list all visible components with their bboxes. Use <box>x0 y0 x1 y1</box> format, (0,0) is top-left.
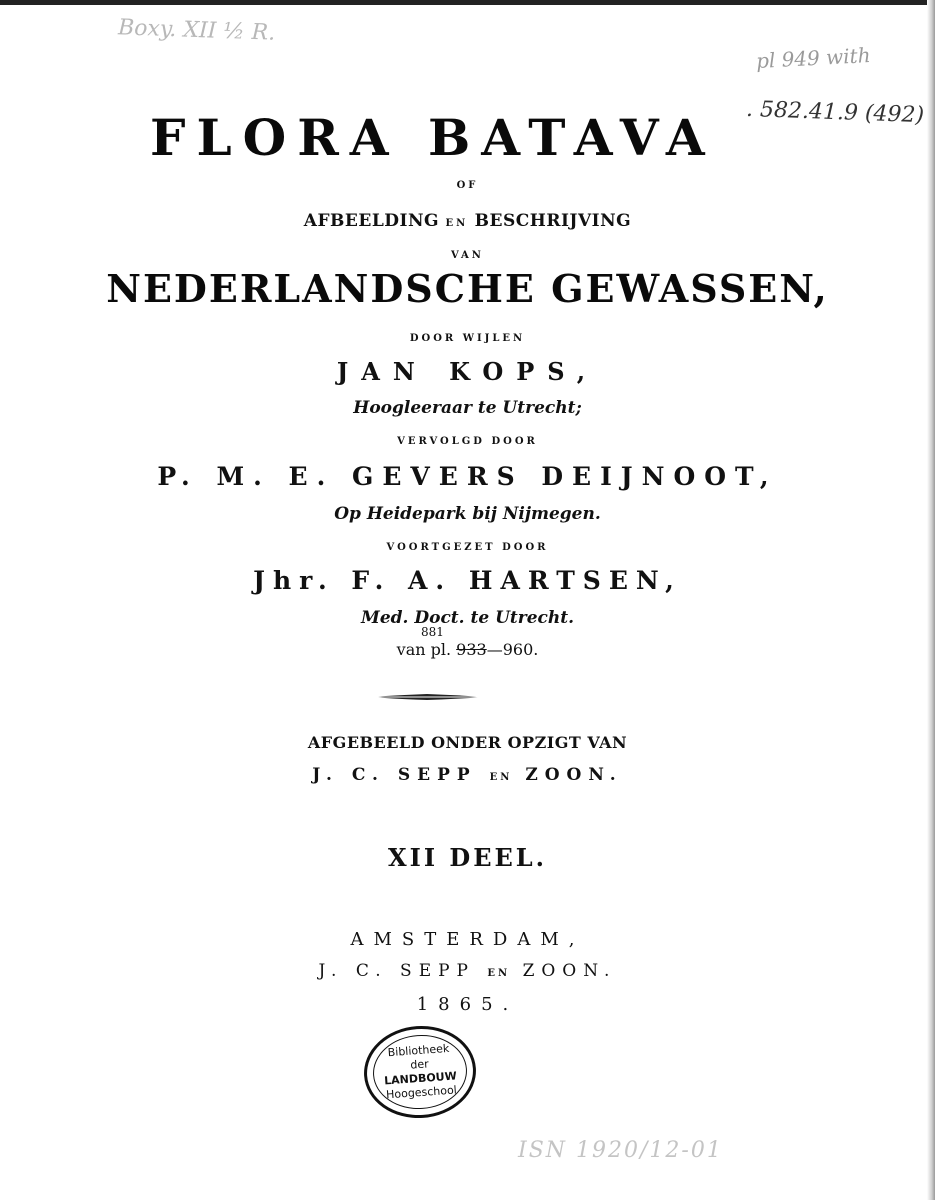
van-label: VAN <box>451 250 484 261</box>
engraver-en: EN <box>489 772 513 783</box>
plate-range-prefix: van pl. <box>396 640 452 659</box>
engraver-part1: J. C. SEPP <box>312 765 477 785</box>
library-stamp <box>361 1022 479 1122</box>
ornament-rule <box>370 693 485 701</box>
subtitle-en: EN <box>445 218 469 229</box>
volume-label: XII DEEL. <box>387 843 548 872</box>
year: 1865. <box>416 994 519 1015</box>
publisher-part2: ZOON. <box>522 961 617 981</box>
author-kops-role: Hoogleeraar te Utrecht; <box>353 398 582 418</box>
author-gevers-deijnoot-role: Op Heidepark bij Nijmegen. <box>334 504 601 524</box>
engraved-line: AFGEBEELD ONDER OPZIGT VAN <box>307 733 628 752</box>
subtitle <box>0 211 935 231</box>
vervolgd-door-label: VERVOLGD DOOR <box>397 436 538 447</box>
handwritten-note-top-right-2: . 582.41.9 (492) <box>745 96 925 129</box>
engraver-part2: ZOON. <box>525 765 623 785</box>
stamp-line-1: Bibliotheek <box>387 1041 450 1060</box>
plate-range-struck: 933 <box>456 640 487 659</box>
book-title: FLORA BATAVA <box>150 108 716 167</box>
stamp-line-2: der <box>409 1057 430 1072</box>
author-kops: JAN KOPS, <box>336 357 599 386</box>
handwritten-note-top-right-1: pl 949 with <box>755 43 872 73</box>
publisher <box>0 961 935 981</box>
library-stamp-ring <box>371 1032 470 1112</box>
plate-correction: 881 <box>421 625 444 639</box>
handwritten-note-bottom: ISN 1920/12-01 <box>518 1138 723 1163</box>
author-gevers-deijnoot: P. M. E. GEVERS DEIJNOOT, <box>157 462 778 491</box>
main-title: NEDERLANDSCHE GEWASSEN, <box>106 266 829 311</box>
stamp-line-4: Hoogeschool <box>385 1083 458 1102</box>
city: AMSTERDAM, <box>350 929 585 950</box>
engraver <box>0 765 935 785</box>
subtitle-part2: BESCHRIJVING <box>474 211 632 231</box>
publisher-part1: J. C. SEPP <box>318 961 475 981</box>
scan-edge-top <box>0 0 935 5</box>
of-label: OF <box>456 180 479 191</box>
door-wijlen-label: DOOR WIJLEN <box>409 333 526 344</box>
stamp-line-3: LANDBOUW <box>383 1069 458 1088</box>
subtitle-part1: AFBEELDING <box>303 211 440 231</box>
handwritten-note-top-left: Boxy. XII ½ R. <box>117 15 276 46</box>
plate-range <box>0 640 935 659</box>
author-hartsen: Jhr. F. A. HARTSEN, <box>253 566 682 595</box>
voortgezet-door-label: VOORTGEZET DOOR <box>386 542 549 553</box>
author-hartsen-role: Med. Doct. te Utrecht. <box>361 608 574 628</box>
publisher-en: EN <box>487 968 511 979</box>
plate-range-suffix: —960. <box>486 640 539 659</box>
